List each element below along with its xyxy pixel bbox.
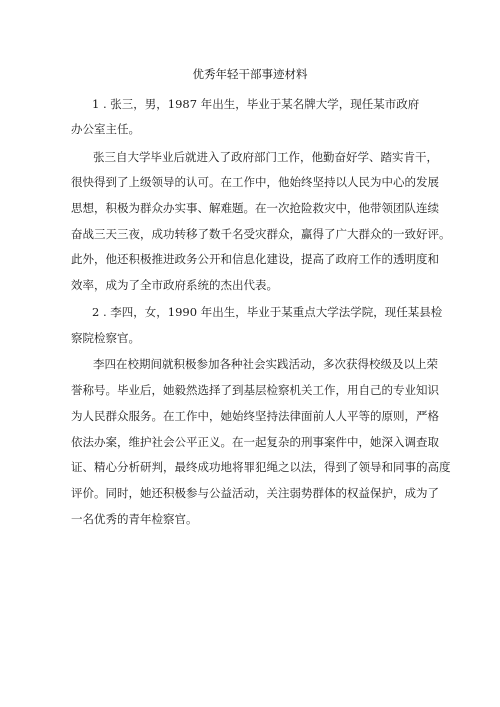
paragraph-line: 证、精心分析研判，最终成功地将罪犯绳之以法，得到了领导和同事的高度 [71, 460, 451, 474]
paragraph-line: 思想，积极为群众办实事、解难题。在一次抢险救灾中，他带领团队连续 [71, 201, 439, 215]
paragraph-line: 评价。同时，她还积极参与公益活动，关注弱势群体的权益保护，成为了 [71, 486, 439, 500]
paragraph-line: 察院检察官。 [71, 331, 140, 345]
paragraph-line: 1 . 张三，男，1987 年出生，毕业于某名牌大学，现任某市政府 [92, 97, 420, 111]
paragraph-line: 效率，成为了全市政府系统的杰出代表。 [71, 278, 278, 292]
paragraph-line: 办公室主任。 [71, 122, 140, 136]
paragraph-line: 很快得到了上级领导的认可。在工作中，他始终坚持以人民为中心的发展 [71, 175, 439, 189]
paragraph-line: 一名优秀的青年检察官。 [71, 512, 198, 526]
paragraph-line: 此外，他还积极推进政务公开和信息化建设，提高了政府工作的透明度和 [71, 252, 439, 266]
document-title: 优秀年轻干部事迹材料 [192, 67, 308, 81]
paragraph-line: 李四在校期间就积极参加各种社会实践活动，多次获得校级及以上荣 [93, 357, 438, 371]
paragraph-line: 2 . 李四，女，1990 年出生，毕业于某重点大学法学院，现任某县检 [92, 305, 443, 319]
paragraph-line: 奋战三天三夜，成功转移了数千名受灾群众，赢得了广大群众的一致好评。 [71, 227, 451, 241]
paragraph-line: 依法办案，维护社会公平正义。在一起复杂的刑事案件中，她深入调查取 [71, 435, 439, 449]
paragraph-line: 张三自大学毕业后就进入了政府部门工作，他勤奋好学、踏实肯干， [93, 150, 438, 164]
paragraph-line: 誉称号。毕业后，她毅然选择了到基层检察机关工作，用自己的专业知识 [71, 383, 439, 397]
paragraph-line: 为人民群众服务。在工作中，她始终坚持法律面前人人平等的原则，严格 [71, 409, 439, 423]
